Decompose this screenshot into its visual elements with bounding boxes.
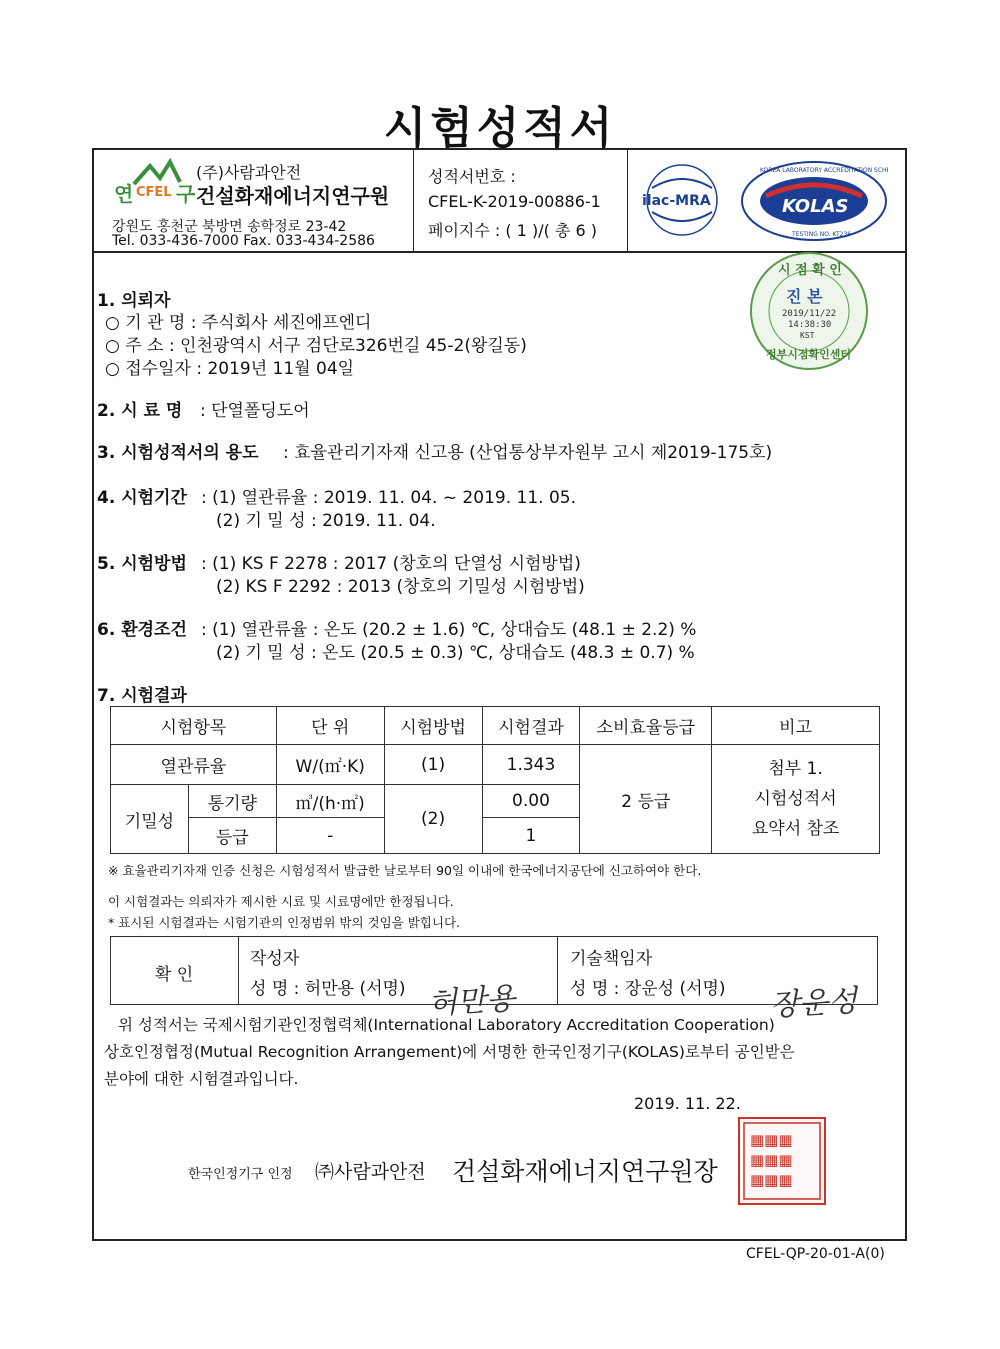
cell-heat-unit: W/(㎡·K) bbox=[276, 745, 384, 785]
cell-heat-result: 1.343 bbox=[482, 745, 580, 785]
kolas-ring-text: KOREA LABORATORY ACCREDITATION SCHEME bbox=[760, 167, 888, 174]
form-number: CFEL-QP-20-01-A(0) bbox=[746, 1246, 885, 1262]
confirm-divider-2 bbox=[557, 936, 558, 1005]
header-tel: Tel. 033-436-7000 Fax. 033-434-2586 bbox=[112, 233, 375, 249]
section5-line1: : (1) KS F 2278 : 2017 (창호의 단열성 시험방법) bbox=[201, 554, 581, 574]
cell-heat-item: 열관류율 bbox=[111, 745, 277, 785]
writer-signature: 허만용 bbox=[427, 981, 517, 1022]
cell-efficiency-grade: 2 등급 bbox=[580, 745, 712, 854]
statement-line2: 상호인정협정(Mutual Recognition Arrangement)에 서명한 한국인정기구(KOLAS)로부터 공인받은 bbox=[104, 1043, 795, 1061]
cell-air-item: 통기량 bbox=[188, 785, 276, 818]
stamp-top-text: 시 점 확 인 bbox=[778, 263, 842, 278]
section2-value: : 단열폴딩도어 bbox=[200, 401, 310, 421]
results-table bbox=[110, 706, 880, 854]
writer-name: 성 명 : 허만용 (서명) bbox=[250, 979, 406, 999]
header-institute: 건설화재에너지연구원 bbox=[196, 184, 390, 208]
note-3: * 표시된 시험결과는 시험기관의 인정범위 밖의 것임을 밝힙니다. bbox=[108, 915, 460, 930]
remark-line3: 요약서 참조 bbox=[751, 819, 840, 839]
report-no: CFEL-K-2019-00886-1 bbox=[428, 192, 601, 211]
cell-grade-result: 1 bbox=[482, 818, 580, 854]
section5-heading: 5. 시험방법 bbox=[97, 554, 187, 574]
ilac-text: ilac-MRA bbox=[642, 193, 711, 209]
col-header-grade: 소비효율등급 bbox=[580, 707, 712, 745]
stamp-date: 2019/11/22 bbox=[782, 309, 837, 319]
note-2: 이 시험결과는 의뢰자가 제시한 시료 및 시료명에만 한정됩니다. bbox=[108, 894, 454, 909]
page-count: 페이지수 : ( 1 )/( 총 6 ) bbox=[428, 221, 597, 240]
remark-line2: 시험성적서 bbox=[754, 789, 837, 809]
stamp-time: 14:38:30 bbox=[788, 320, 832, 330]
cell-heat-method: (1) bbox=[384, 745, 482, 785]
table-row bbox=[111, 745, 880, 785]
section3-value: : 효율관리기자재 신고용 (산업통상부자원부 고시 제2019-175호) bbox=[283, 443, 773, 463]
col-header-method: 시험방법 bbox=[384, 707, 482, 745]
cell-grade-item: 등급 bbox=[188, 818, 276, 854]
header-divider-v2 bbox=[627, 148, 628, 252]
col-header-unit: 단 위 bbox=[276, 707, 384, 745]
col-header-remark: 비고 bbox=[712, 707, 880, 745]
note-1: ※ 효율관리기자재 인증 신청은 시험성적서 발급한 날로부터 90일 이내에 한국에너지공단에 신고하여야 한다. bbox=[108, 863, 702, 878]
cell-air-unit: ㎥/(h·㎡) bbox=[276, 785, 384, 818]
section6-line1: : (1) 열관류율 : 온도 (20.2 ± 1.6) ℃, 상대습도 (48.1 ± 2.2) % bbox=[201, 620, 697, 640]
logo-right-char: 구 bbox=[176, 182, 196, 206]
logo-cfel-text: CFEL bbox=[136, 185, 172, 200]
kolas-text: KOLAS bbox=[782, 196, 849, 217]
stamp-main-text: 진 본 bbox=[786, 287, 823, 306]
kolas-logo bbox=[740, 160, 888, 242]
section5-line2: (2) KS F 2292 : 2013 (창호의 기밀성 시험방법) bbox=[216, 577, 585, 597]
col-header-item: 시험항목 bbox=[111, 707, 277, 745]
official-seal bbox=[738, 1117, 826, 1205]
tech-signature: 장운성 bbox=[769, 983, 858, 1024]
confirm-label: 확 인 bbox=[154, 965, 194, 985]
section3-heading: 3. 시험성적서의 용도 bbox=[97, 443, 259, 463]
footer-prefix: 한국인정기구 인정 bbox=[188, 1167, 293, 1182]
footer-company: ㈜사람과안전 bbox=[315, 1161, 426, 1183]
section4-line2: (2) 기 밀 성 : 2019. 11. 04. bbox=[216, 511, 436, 531]
section1-addr: ○ 주 소 : 인천광역시 서구 검단로326번길 45-2(왕길동) bbox=[105, 336, 527, 356]
remark-line1: 첨부 1. bbox=[768, 759, 823, 779]
statement-line1: 위 성적서는 국제시험기관인정협력체(International Laboratory Accreditation Cooperation) bbox=[118, 1016, 775, 1034]
stamp-zone: KST bbox=[800, 331, 815, 340]
statement-line3: 분야에 대한 시험결과입니다. bbox=[104, 1070, 299, 1088]
svg-text:▦▦▦: ▦▦▦ bbox=[750, 1171, 793, 1189]
header-address: 강원도 홍천군 북방면 송학정로 23-42 bbox=[112, 219, 347, 235]
section1-heading: 1. 의뢰자 bbox=[97, 291, 171, 311]
section4-line1: : (1) 열관류율 : 2019. 11. 04. ~ 2019. 11. 05. bbox=[201, 488, 576, 508]
svg-text:▦▦▦: ▦▦▦ bbox=[750, 1131, 793, 1149]
issue-date: 2019. 11. 22. bbox=[634, 1094, 741, 1113]
cell-airtight-label: 기밀성 bbox=[111, 785, 189, 854]
footer-institute: 건설화재에너지연구원장 bbox=[452, 1157, 718, 1186]
cell-remark bbox=[712, 745, 880, 854]
section6-heading: 6. 환경조건 bbox=[97, 620, 187, 640]
cell-air-result: 0.00 bbox=[482, 785, 580, 818]
col-header-result: 시험결과 bbox=[482, 707, 580, 745]
section1-date: ○ 접수일자 : 2019년 11월 04일 bbox=[105, 359, 355, 379]
table-header-row bbox=[111, 707, 880, 745]
header-company: (주)사람과안전 bbox=[196, 163, 302, 182]
kolas-bottom-text: TESTING NO. KT236 bbox=[792, 231, 852, 238]
writer-title: 작성자 bbox=[250, 949, 300, 969]
section6-line2: (2) 기 밀 성 : 온도 (20.5 ± 0.3) ℃, 상대습도 (48.3 ± 0.7) % bbox=[216, 643, 695, 663]
stamp-bottom-text: 정부시점확인센터 bbox=[766, 348, 852, 361]
svg-text:▦▦▦: ▦▦▦ bbox=[750, 1151, 793, 1169]
time-verification-stamp bbox=[748, 250, 870, 372]
logo-left-char: 연 bbox=[114, 182, 134, 206]
confirm-divider-1 bbox=[238, 936, 239, 1005]
report-no-label: 성적서번호 : bbox=[428, 167, 516, 186]
section4-heading: 4. 시험기간 bbox=[97, 488, 187, 508]
tech-title: 기술책임자 bbox=[570, 949, 653, 969]
section7-heading: 7. 시험결과 bbox=[97, 686, 187, 706]
section1-org: ○ 기 관 명 : 주식회사 세진에프엔디 bbox=[105, 313, 372, 333]
ilac-mra-logo bbox=[636, 160, 728, 240]
cell-air-method: (2) bbox=[384, 785, 482, 854]
section2-heading: 2. 시 료 명 bbox=[97, 401, 183, 421]
document-title: 시험성적서 bbox=[383, 103, 617, 154]
cell-grade-unit: - bbox=[276, 818, 384, 854]
header-divider-v1 bbox=[413, 148, 414, 252]
tech-name: 성 명 : 장운성 (서명) bbox=[570, 979, 726, 999]
